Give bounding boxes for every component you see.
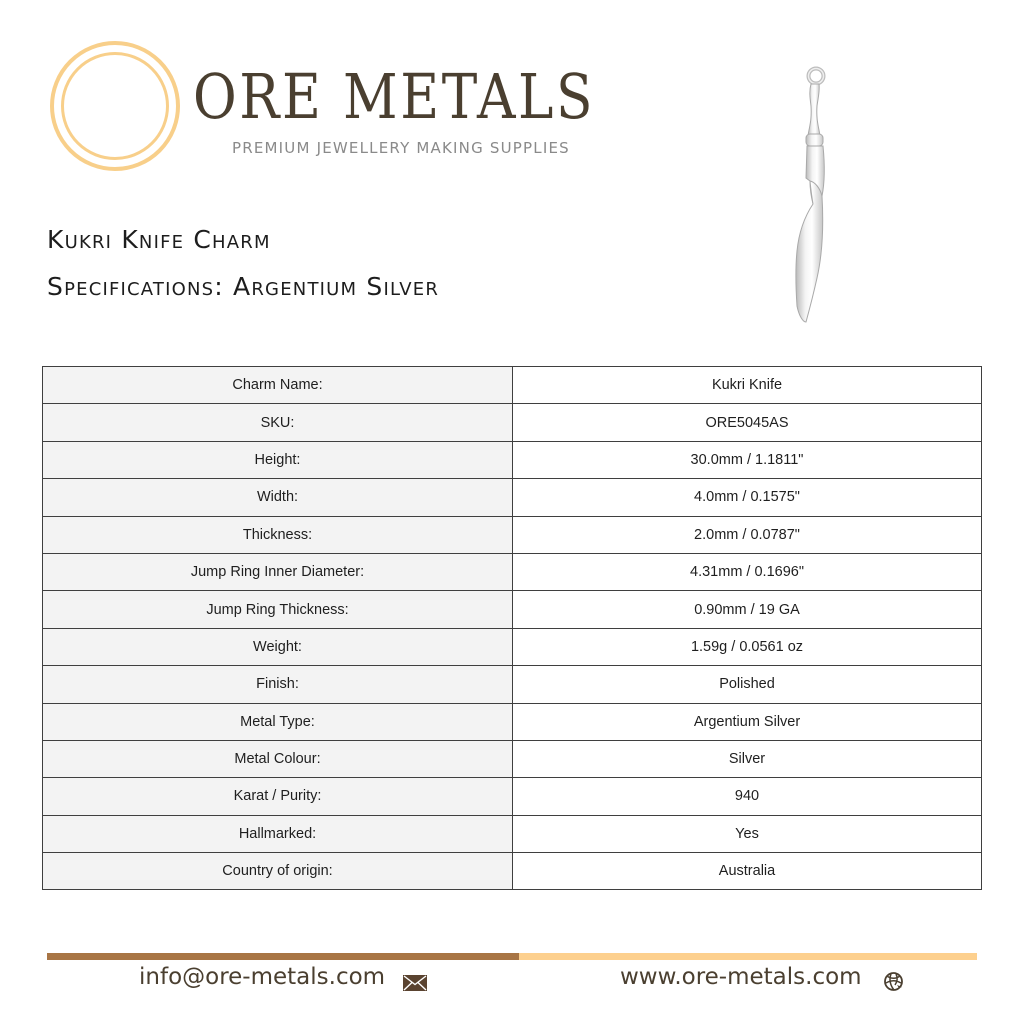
table-row	[43, 778, 982, 815]
spec-value: Argentium Silver	[513, 703, 982, 740]
spec-label: Metal Type:	[43, 703, 513, 740]
spec-value: 4.0mm / 0.1575"	[513, 479, 982, 516]
spec-label: Karat / Purity:	[43, 778, 513, 815]
footer-bar-right	[519, 953, 977, 960]
table-row	[43, 740, 982, 777]
spec-label: Metal Colour:	[43, 740, 513, 777]
table-row	[43, 367, 982, 404]
spec-value: Yes	[513, 815, 982, 852]
product-subtitle: Specifications: Argentium Silver	[47, 272, 440, 301]
spec-value: 1.59g / 0.0561 oz	[513, 628, 982, 665]
table-row	[43, 441, 982, 478]
spec-value: 940	[513, 778, 982, 815]
footer-bar-left	[47, 953, 519, 960]
product-title: Kukri Knife Charm	[47, 225, 271, 254]
table-row	[43, 479, 982, 516]
spec-value: 0.90mm / 19 GA	[513, 591, 982, 628]
envelope-icon	[403, 975, 427, 991]
table-row	[43, 553, 982, 590]
table-row	[43, 516, 982, 553]
table-row	[43, 666, 982, 703]
kukri-knife-charm-image	[775, 66, 845, 326]
table-row	[43, 404, 982, 441]
spec-label: Width:	[43, 479, 513, 516]
logo-ring-icon	[50, 41, 180, 171]
globe-icon	[883, 971, 904, 992]
spec-label: Height:	[43, 441, 513, 478]
logo-ring-inner	[61, 52, 169, 160]
table-row	[43, 815, 982, 852]
spec-value: 4.31mm / 0.1696"	[513, 553, 982, 590]
spec-label: Weight:	[43, 628, 513, 665]
spec-label: Country of origin:	[43, 853, 513, 890]
table-row	[43, 853, 982, 890]
table-row	[43, 628, 982, 665]
spec-label: Jump Ring Inner Diameter:	[43, 553, 513, 590]
brand-name: ORE METALS	[193, 60, 596, 133]
spec-value: Australia	[513, 853, 982, 890]
spec-label: Hallmarked:	[43, 815, 513, 852]
footer-website-link[interactable]: www.ore-metals.com	[620, 964, 862, 990]
footer-email-link[interactable]: info@ore-metals.com	[139, 964, 386, 990]
spec-value: ORE5045AS	[513, 404, 982, 441]
brand-tagline: PREMIUM JEWELLERY MAKING SUPPLIES	[232, 139, 570, 157]
spec-value: Kukri Knife	[513, 367, 982, 404]
spec-label: Finish:	[43, 666, 513, 703]
spec-label: Thickness:	[43, 516, 513, 553]
spec-label: SKU:	[43, 404, 513, 441]
spec-value: 30.0mm / 1.1811"	[513, 441, 982, 478]
spec-value: Polished	[513, 666, 982, 703]
table-row	[43, 703, 982, 740]
spec-label: Jump Ring Thickness:	[43, 591, 513, 628]
spec-table	[42, 366, 982, 890]
spec-label: Charm Name:	[43, 367, 513, 404]
spec-value: Silver	[513, 740, 982, 777]
spec-value: 2.0mm / 0.0787"	[513, 516, 982, 553]
table-row	[43, 591, 982, 628]
